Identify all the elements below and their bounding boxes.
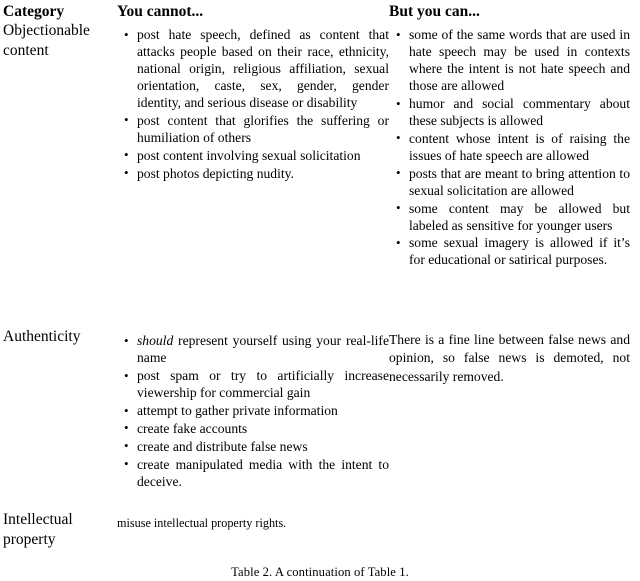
table-caption-text: Table 2. A continuation of Table 1. xyxy=(231,565,409,579)
column-header-but-you-can: But you can... xyxy=(389,3,480,20)
row-category-objectionable: Objectionable content xyxy=(3,22,90,59)
list-item: • post hate speech, defined as content that attacks people based on their race, ethnicity, national origin, religious affiliation, sexual orientation, caste, sex, gender, gender identity, and serious disease or disability xyxy=(137,27,389,112)
list-item: • create fake accounts xyxy=(137,421,389,438)
table-row xyxy=(3,327,630,510)
row-cannot-objectionable xyxy=(117,21,389,327)
row-can-intellectual-property xyxy=(389,510,630,557)
list-item: • create and distribute false news xyxy=(137,439,389,456)
policy-table xyxy=(3,2,630,557)
row-can-authenticity xyxy=(389,327,630,510)
bullet-list-cannot-authenticity xyxy=(117,333,389,490)
row-category-intellectual-property: Intellectual property xyxy=(3,511,73,548)
table-row xyxy=(3,510,630,557)
list-item: • post photos depicting nudity. xyxy=(137,166,389,183)
list-item: • some of the same words that are used in hate speech may be used in contexts where the intent is not hate speech and those are allowed xyxy=(409,27,630,95)
header-row xyxy=(3,2,630,21)
list-item: • create manipulated media with the intent to deceive. xyxy=(137,457,389,491)
list-item xyxy=(137,333,389,367)
table-caption xyxy=(0,565,640,580)
list-item: • some content may be allowed but labeled as sensitive for younger users xyxy=(409,201,630,235)
list-item: • some sexual imagery is allowed if it’s for educational or satirical purposes. xyxy=(409,235,630,269)
list-item: • humor and social commentary about these subjects is allowed xyxy=(409,96,630,130)
list-item: • post spam or try to artificially increase viewership for commercial gain xyxy=(137,368,389,402)
bullet-list-cannot-objectionable xyxy=(117,27,389,182)
paragraph-can-authenticity: There is a fine line between false news and opinion, so false news is demoted, not necessarily removed. xyxy=(389,332,630,384)
column-header-category: Category xyxy=(3,3,65,20)
list-item: • posts that are meant to bring attention to sexual solicitation are allowed xyxy=(409,166,630,200)
list-item: • content whose intent is of raising the issues of hate speech are allowed xyxy=(409,131,630,165)
row-cannot-intellectual-property: misuse intellectual property rights. xyxy=(117,516,287,531)
table-header xyxy=(3,2,630,21)
list-item: • attempt to gather private information xyxy=(137,403,389,420)
list-item: • post content involving sexual solicitation xyxy=(137,148,389,165)
row-category-authenticity: Authenticity xyxy=(3,328,81,346)
table-body xyxy=(3,21,630,557)
row-cannot-authenticity xyxy=(117,327,389,510)
table-row xyxy=(3,21,630,327)
list-item-text: represent yourself using your real-life name xyxy=(137,333,389,366)
bullet-list-can-objectionable xyxy=(389,27,630,269)
row-can-objectionable xyxy=(389,21,630,327)
list-item: • post content that glorifies the suffering or humiliation of others xyxy=(137,113,389,147)
column-header-you-cannot: You cannot... xyxy=(117,3,204,20)
emphasis-should: should xyxy=(137,333,174,349)
